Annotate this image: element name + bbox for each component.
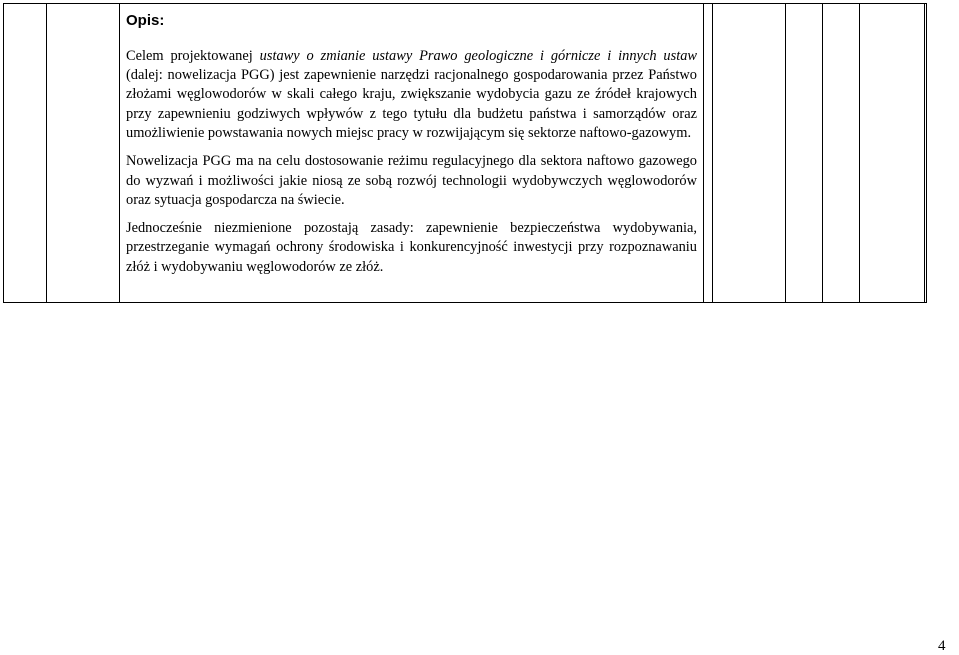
empty-cell xyxy=(704,4,713,303)
table-row xyxy=(4,4,927,303)
empty-cell xyxy=(4,4,47,303)
paragraph-amendment: Nowelizacja PGG ma na celu dostosowanie reżimu regulacyjnego dla sektora naftowo gazowego do wyzwań i możliwości jakie niosą ze sobą rozwój technologii wydobywczych węglowodorów oraz sytuacja gospodarcza na świecie. xyxy=(126,153,697,208)
paragraph-principles: Jednocześnie niezmienione pozostają zasady: zapewnienie bezpieczeństwa wydobywania, przestrzeganie wymagań ochrony środowiska i konkurencyjność inwestycji przy rozpoznawaniu złóż i wydobywaniu węglowodorów ze złóż. xyxy=(126,220,697,275)
empty-cell xyxy=(925,4,927,303)
page-number: 4 xyxy=(938,638,946,654)
act-title: ustawy o zmianie ustawy Prawo geologiczne i górnicze i innych ustaw xyxy=(259,47,697,64)
empty-cell xyxy=(860,4,925,303)
empty-cell xyxy=(47,4,120,303)
paragraph-text: Celem projektowanej xyxy=(126,47,260,64)
empty-cell xyxy=(823,4,860,303)
empty-cell xyxy=(713,4,786,303)
empty-cell xyxy=(786,4,823,303)
document-table xyxy=(3,3,927,303)
description-cell xyxy=(120,4,704,303)
paragraph-purpose xyxy=(126,47,697,143)
paragraph-text: (dalej: nowelizacja PGG) jest zapewnienie narzędzi racjonalnego gospodarowania przez Państwo złożami węglowodorów w skali całego kraju, zwiększanie wydobycia gazu ze źródeł krajowych przy zapewnieniu godziwych wpływów z tego tytułu dla budżetu państwa i samorządów oraz umożliwienie powstawania nowych miejsc pracy w rozwijającym się sektorze naftowo-gazowym. xyxy=(126,67,697,141)
section-heading: Opis: xyxy=(126,12,165,29)
